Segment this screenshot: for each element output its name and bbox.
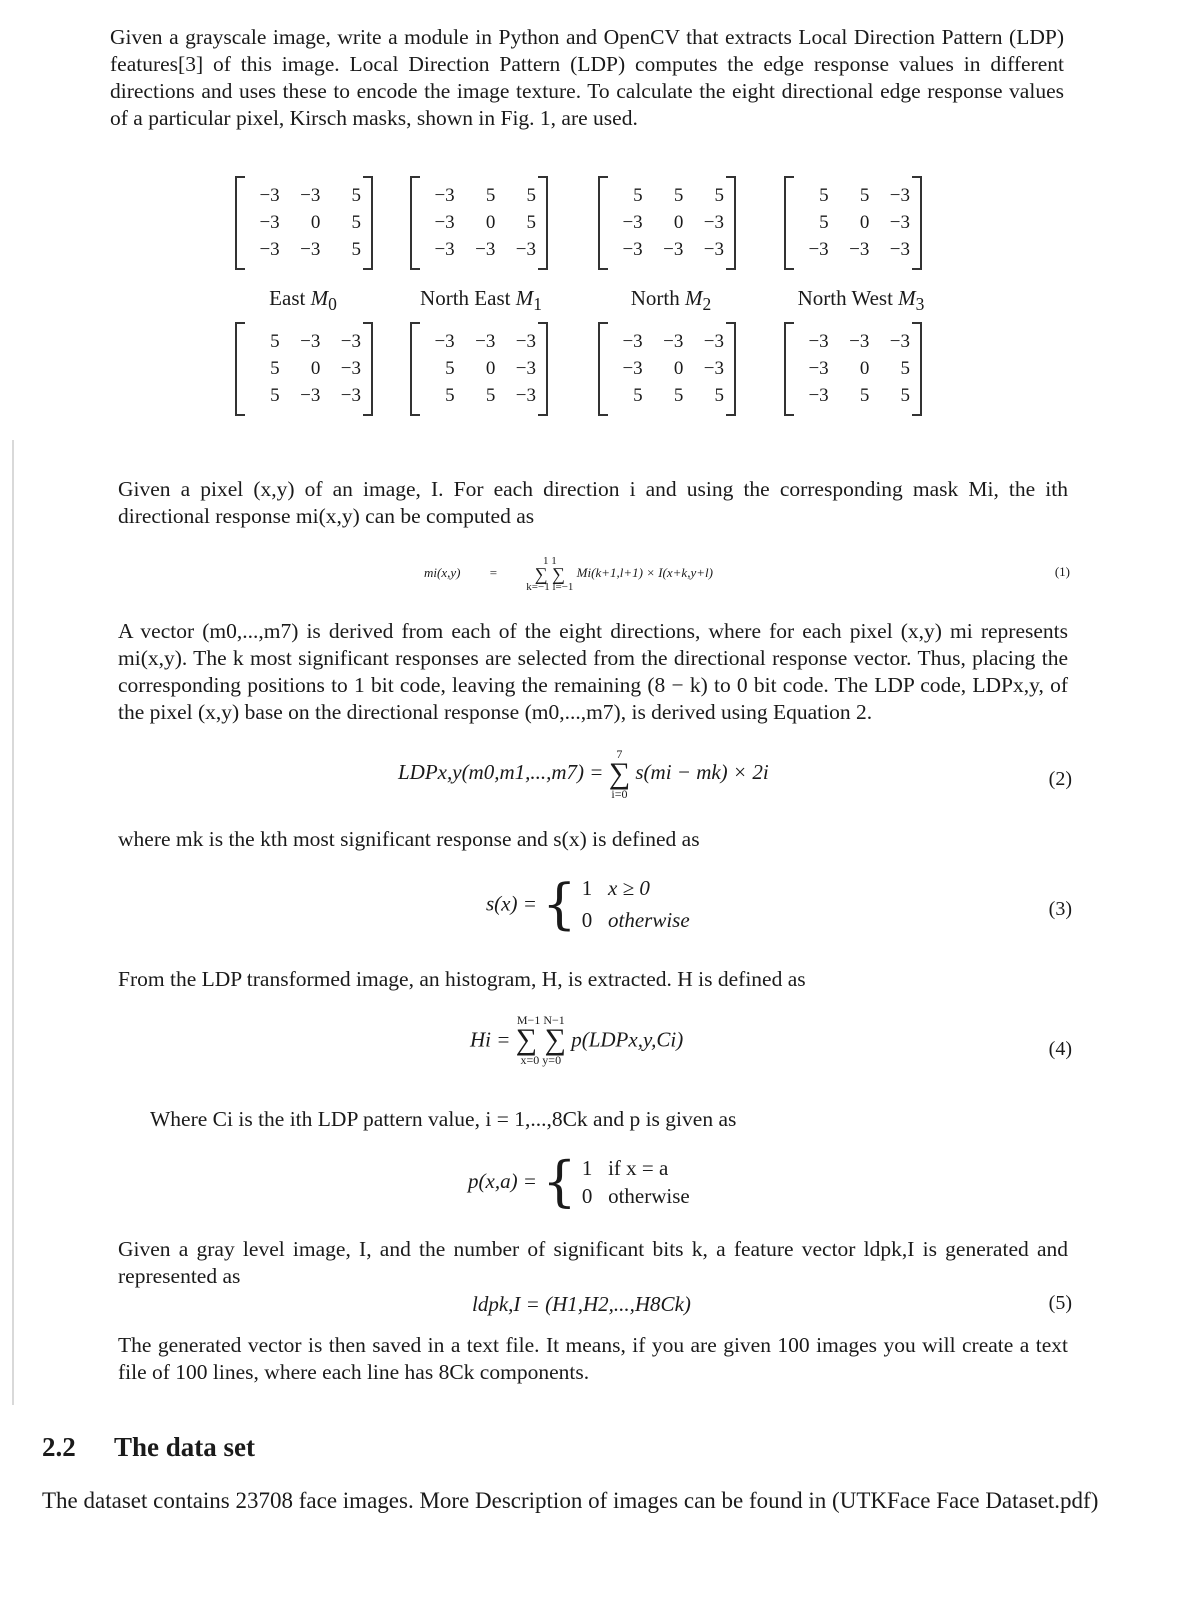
matrix-cell: −3	[515, 330, 536, 352]
matrix-cell: 5	[633, 184, 643, 206]
matrix-cell: −3	[622, 211, 643, 233]
equation-5-number: (5)	[1048, 1292, 1072, 1314]
matrix-cell: −3	[808, 239, 829, 261]
matrix-cell: 5	[526, 211, 536, 233]
matrix-cell: −3	[434, 184, 455, 206]
mask-east	[235, 176, 373, 270]
matrix-cell: −3	[475, 330, 496, 352]
matrix-cell: 0	[310, 211, 321, 233]
matrix-cell: 0	[859, 357, 870, 379]
matrix-cell: 5	[633, 385, 643, 407]
matrix-cell: 5	[859, 385, 870, 407]
section-number: 2.2	[42, 1432, 76, 1462]
matrix-cell: −3	[259, 239, 280, 261]
matrix-cell: −3	[663, 239, 684, 261]
matrix-cell: 0	[485, 211, 496, 233]
paragraph-feature-vector: Given a gray level image, I, and the number of significant bits k, a feature vector ldpk,I is generated and represented as	[118, 1237, 1068, 1288]
matrix-cell: 5	[900, 357, 910, 379]
matrix-cell: −3	[808, 385, 829, 407]
matrix-cell: 5	[714, 385, 724, 407]
equation-5: ldpk,I = (H1,H2,...,H8Ck)	[472, 1292, 691, 1316]
mask-label-north: North $M_2$	[630, 286, 712, 315]
paragraph-directional-response: Given a pixel (x,y) of an image, I. For each direction i and using the corresponding mask Mi, the ith directional response mi(x,y) can be computed as	[118, 477, 1068, 528]
matrix-cell: −3	[434, 211, 455, 233]
mask-north-west	[784, 176, 922, 270]
matrix-cell: 5	[445, 357, 455, 379]
matrix-cell: −3	[300, 385, 321, 407]
matrix-cell: 5	[270, 330, 280, 352]
paragraph-histogram: From the LDP transformed image, an histogram, H, is extracted. H is defined as	[118, 967, 806, 991]
matrix-cell: −3	[259, 211, 280, 233]
mask-south-east-row2-1	[235, 322, 373, 416]
matrix-cell: 5	[819, 184, 829, 206]
matrix-cell: 0	[310, 357, 321, 379]
paragraph-where-mk: where mk is the kth most significant response and s(x) is defined as	[118, 827, 700, 851]
matrix-cell: 5	[485, 184, 496, 206]
matrix-cell: 5	[270, 357, 280, 379]
matrix-cell: −3	[808, 330, 829, 352]
matrix-cell: −3	[703, 239, 724, 261]
matrix-cell: −3	[889, 211, 910, 233]
mask-row2-4	[784, 322, 922, 416]
matrix-cell: −3	[259, 184, 280, 206]
margin-rule	[12, 440, 14, 1405]
matrix-cell: −3	[622, 330, 643, 352]
equation-1-number: (1)	[1054, 564, 1070, 579]
mask-label-north-east: North East $M_1$	[420, 286, 542, 315]
matrix-cell: −3	[849, 330, 870, 352]
matrix-cell: 5	[859, 184, 870, 206]
matrix-cell: −3	[300, 330, 321, 352]
matrix-cell: 5	[270, 385, 280, 407]
matrix-cell: 5	[673, 385, 684, 407]
matrix-cell: −3	[515, 239, 536, 261]
matrix-cell: −3	[849, 239, 870, 261]
mask-label-north-west: North West $M_3$	[797, 286, 925, 315]
matrix-cell: −3	[703, 211, 724, 233]
matrix-cell: 5	[900, 385, 910, 407]
intro-paragraph: Given a grayscale image, write a module in Python and OpenCV that extracts Local Direction Pattern (LDP) features[3] of this image. Local Direction Pattern (LDP) computes the edge response values in different directions and uses these to encode the image texture. To calculate the eight directional edge response values of a particular pixel, Kirsch masks, shown in Fig. 1, are used.	[110, 25, 1064, 130]
matrix-cell: −3	[703, 330, 724, 352]
matrix-cell: −3	[300, 239, 321, 261]
matrix-cell: −3	[434, 239, 455, 261]
matrix-cell: 5	[819, 211, 829, 233]
matrix-cell: −3	[340, 385, 361, 407]
section-title: The data set	[114, 1432, 255, 1462]
section-heading	[42, 1432, 255, 1463]
matrix-cell: 5	[673, 184, 684, 206]
matrix-cell: 5	[351, 184, 361, 206]
matrix-cell: −3	[663, 330, 684, 352]
mask-row2-2	[410, 322, 548, 416]
matrix-cell: −3	[808, 357, 829, 379]
matrix-cell: 5	[351, 239, 361, 261]
matrix-cell: −3	[622, 239, 643, 261]
matrix-cell: −3	[340, 330, 361, 352]
matrix-cell: 0	[485, 357, 496, 379]
mask-label-east: East $M_0$	[269, 286, 337, 315]
paragraph-where-ci: Where Ci is the ith LDP pattern value, i = 1,...,8Ck and p is given as	[150, 1107, 737, 1131]
matrix-cell: −3	[515, 385, 536, 407]
paragraph-vector: A vector (m0,...,m7) is derived from each of the eight directions, where for each pixel (x,y) mi represents mi(x,y). The k most significant responses are selected from the directional response vector. Thus, placing the corresponding positions to 1 bit code, leaving the remaining (8 − k) to 0 bit code. The LDP code, LDPx,y, of the pixel (x,y) base on the directional response (m0,...,m7), is derived using Equation 2.	[118, 619, 1068, 724]
matrix-cell: 5	[351, 211, 361, 233]
matrix-cell: 0	[673, 211, 684, 233]
matrix-cell: 5	[445, 385, 455, 407]
equation-1: mi(x,y) = 1 1 ∑ ∑ k=−1 l=−1 Mi(k+1,l+1) × I(x+k,y+l)	[424, 555, 713, 593]
dataset-paragraph: The dataset contains 23708 face images. More Description of images can be found in (UTKFace Face Dataset.pdf)	[42, 1488, 1099, 1513]
matrix-cell: −3	[889, 239, 910, 261]
matrix-cell: −3	[515, 357, 536, 379]
matrix-cell: −3	[300, 184, 321, 206]
matrix-cell: 5	[526, 184, 536, 206]
paragraph-saved-vector: The generated vector is then saved in a text file. It means, if you are given 100 images you will create a text file of 100 lines, where each line has 8Ck components.	[118, 1333, 1068, 1384]
equation-4: Hi = M−1 N−1 ∑ ∑ x=0 y=0 p(LDPx,y,Ci)	[470, 1013, 684, 1067]
matrix-cell: −3	[434, 330, 455, 352]
equation-3: s(x) = { 1 x ≥ 0 0 otherwise	[486, 872, 690, 936]
equation-p: p(x,a) = { 1 if x = a 0 otherwise	[468, 1150, 690, 1213]
matrix-cell: 0	[859, 211, 870, 233]
matrix-cell: 0	[673, 357, 684, 379]
mask-north-east	[410, 176, 548, 270]
matrix-cell: 5	[714, 184, 724, 206]
mask-north	[598, 176, 736, 270]
matrix-cell: −3	[889, 330, 910, 352]
matrix-cell: −3	[622, 357, 643, 379]
matrix-cell: −3	[703, 357, 724, 379]
matrix-cell: −3	[340, 357, 361, 379]
matrix-cell: −3	[475, 239, 496, 261]
matrix-cell: −3	[889, 184, 910, 206]
equation-4-number: (4)	[1048, 1038, 1072, 1060]
equation-2: LDPx,y(m0,m1,...,m7) = 7 ∑ i=0 s(mi − mk) × 2i	[398, 747, 769, 801]
matrix-cell: 5	[485, 385, 496, 407]
equation-2-number: (2)	[1048, 768, 1072, 790]
mask-row2-3	[598, 322, 736, 416]
equation-3-number: (3)	[1048, 898, 1072, 920]
